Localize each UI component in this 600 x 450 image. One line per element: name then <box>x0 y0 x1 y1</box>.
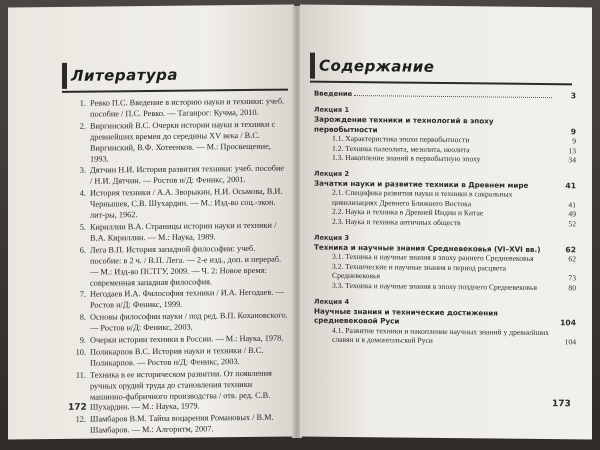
toc-subsection <box>314 281 576 293</box>
reference-number: 1. <box>79 98 86 108</box>
reference-text: Кириллин В.А. Страницы истории науки и техники / В.А. Кириллин. — М.: Наука, 1989. <box>90 220 277 243</box>
reference-text: Поликарпов В.С. История науки и техники / В.С. Поликарпов. — Ростов н/Д: Феникс, 2003. <box>90 345 264 368</box>
toc-subsection-title: 1.1. Характеристика эпохи первобытности <box>332 133 470 145</box>
reference-item <box>68 346 288 370</box>
toc-page: 3 <box>570 91 576 101</box>
toc-page: 104 <box>564 337 576 347</box>
toc-page: 13 <box>568 145 576 155</box>
left-page <box>8 5 294 440</box>
toc-subsection-title: 3.3. Техника и научные знания в эпоху позднего Средневековья <box>332 280 537 292</box>
reference-number: 6. <box>79 245 86 255</box>
toc-subsection-title: 3.1. Техника и научные знания в эпоху раннего Средневековья <box>332 251 534 264</box>
reference-text: Ревко П.С. Введение в историю науки и техники: учеб. пособие / П.С. Ревко. — Таганрог: Кучма, 2010. <box>90 96 285 119</box>
toc-intro-label: Введение <box>314 89 353 99</box>
toc-page: 41 <box>568 200 576 210</box>
toc-section-title: Зарождение техники и технологий в эпоху первобытности <box>314 114 494 134</box>
reference-number: 2. <box>79 121 86 131</box>
reference-item <box>68 164 288 188</box>
reference-number: 11. <box>75 370 86 380</box>
toc-page: 104 <box>560 318 576 328</box>
toc-lecture-label: Лекция 3 <box>314 233 350 242</box>
reference-text: Лега В.П. История западной философии: учеб. пособие: в 2 ч. / В.П. Лега. — 2-е изд., доп. и перераб. — М.: Изд-во ПСТГУ, 2009. — Ч. 2: Новое время: современная западная философия. <box>90 243 282 288</box>
toc-subsection-title: 1.2. Техника палеолита, мезолита, неолита <box>332 143 470 154</box>
toc-subsection-title: 4.1. Развитие техники и накопление научных знаний у древнейших славян и в домонгольской Руси <box>332 325 550 345</box>
reference-text: Основы философии науки / под ред. В.П. Кохановского. — Ростов н/Д: Феникс, 2003. <box>90 310 288 333</box>
reference-text: Дятчин Н.И. История развития техники: учеб. пособие / Н.И. Дятчин. — Ростов н/Д: Феникс, 2001. <box>90 164 285 186</box>
toc-subsection <box>314 217 576 229</box>
heading-rule <box>62 89 288 93</box>
page-number: 173 <box>552 399 571 410</box>
table-of-contents <box>314 85 576 347</box>
reference-number: 10. <box>75 347 86 357</box>
reference-text: История техники / А.А. Зворыкин, Н.И. Осьмова, В.И. Чернышев, С.В. Шухардин. — М.: Изд-во соц.-экон. лит-ры, 1962. <box>90 186 283 220</box>
toc-intro <box>314 89 576 102</box>
toc-page: 9 <box>570 126 576 136</box>
heading-bar <box>310 53 315 79</box>
toc-section-title: Научные знания и технические достижения средневековой Руси <box>314 306 498 326</box>
left-heading <box>62 62 178 89</box>
toc-page: 49 <box>568 209 576 219</box>
heading-bar <box>62 63 67 89</box>
reference-number: 4. <box>79 188 86 198</box>
toc-page: 73 <box>568 273 576 283</box>
reference-item <box>68 413 288 437</box>
toc-page: 80 <box>568 283 576 293</box>
reference-item <box>68 334 288 347</box>
reference-number: 5. <box>79 222 86 232</box>
reference-number: 7. <box>79 290 86 300</box>
reference-text: Шамбаров В.М. Тайна воцарения Романовых / В.М. Шамбаров. — М.: Алгоритм, 2007. <box>90 413 274 435</box>
reference-item <box>68 97 288 121</box>
toc-subsection-title: 3.2. Технические и научные знания в период расцвета Средневековья <box>332 261 507 281</box>
toc-page: 52 <box>568 219 576 229</box>
toc-section-title: Техника и научные знания Средневековья (VI–XVI вв.) <box>314 242 541 254</box>
toc-page: 62 <box>568 254 576 264</box>
right-heading <box>310 53 434 80</box>
open-book <box>8 6 592 438</box>
reference-number: 8. <box>79 312 86 322</box>
reference-list <box>68 97 288 438</box>
reference-item <box>68 221 288 245</box>
toc-lecture-label: Лекция 2 <box>314 169 350 178</box>
toc-subsection-title: 2.2. Наука и техника в Древней Индии и Китае <box>332 207 484 218</box>
reference-text: Негодаев И.А. Философия техники / И.А. Негодаев. — Ростов н/Д: Феникс, 1999. <box>90 288 284 310</box>
reference-number: 9. <box>79 335 86 345</box>
toc-page: 34 <box>568 155 576 165</box>
reference-item <box>68 119 288 165</box>
heading-title: Литература <box>71 65 179 85</box>
toc-subsection-title: 2.3. Наука и техника античных обществ <box>332 216 461 228</box>
reference-item <box>68 311 288 335</box>
page-number: 172 <box>68 402 87 413</box>
toc-section-title: Зачатки науки и развитие техники в Древнем мире <box>314 178 529 190</box>
reference-item <box>68 368 288 414</box>
toc-subsection <box>314 325 576 347</box>
reference-text: Очерки истории техники в России. — М.: Наука, 1978. <box>90 333 284 345</box>
toc-subsection-title: 1.3. Накопление знаний в первобытную эпоху <box>332 152 481 164</box>
reference-item <box>68 288 288 312</box>
toc-subsection <box>314 153 576 165</box>
toc-lecture-label: Лекция 4 <box>314 297 350 306</box>
reference-text: Техника в ее историческом развитии. От появления ручных орудий труда до становления техники машинно-фабричного производства / отв. ред. С.В. Шухардин. — М.: Наука, 1979. <box>90 368 272 413</box>
toc-lecture-label: Лекция 1 <box>314 105 350 114</box>
toc-page: 62 <box>565 244 576 255</box>
leader-dots <box>354 95 552 98</box>
reference-number: 3. <box>79 166 86 176</box>
reference-item <box>68 187 288 222</box>
reference-number: 12. <box>75 415 86 425</box>
reference-text: Виргинский В.С. Очерки истории науки и техники с древнейших времен до середины XV века / В.С. Виргинский, В.Ф. Хотеенков. — М.: Просвещение, 1993. <box>90 119 276 164</box>
toc-page: 9 <box>572 136 576 146</box>
reference-item <box>68 243 288 289</box>
toc-page: 41 <box>565 181 576 191</box>
toc-subsection-title: 2.1. Специфика развития науки и техники в сакральных цивилизациях Древнего Ближнего Востока <box>332 188 513 209</box>
heading-title: Содержание <box>319 56 435 76</box>
right-page <box>300 4 592 439</box>
